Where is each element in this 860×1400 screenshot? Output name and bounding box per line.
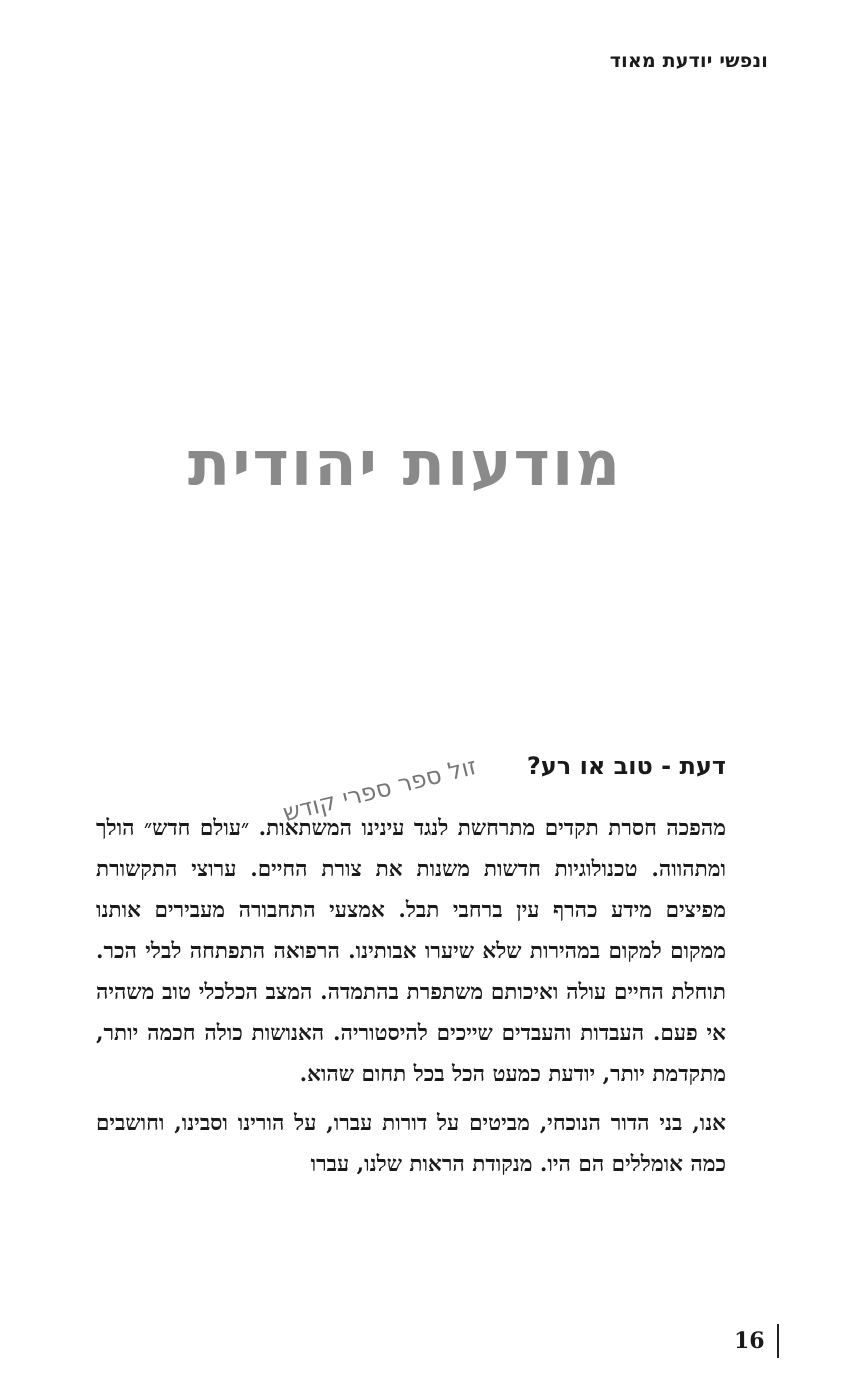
running-header: ונפשי יודעת מאוד	[609, 50, 768, 72]
page-folio	[734, 1324, 779, 1358]
body-section	[96, 752, 726, 1193]
store-watermark: זול ספר ספרי קודש	[280, 751, 480, 828]
paragraph: מהפכה חסרת תקדים מתרחשת לנגד עינינו המשתאות. ״עולם חדש״ הולך ומתהווה. טכנולוגיות חדשות משנות את צורת החיים. ערוצי התקשורת מפיצים מידע כהרף עין ברחבי תבל. אמצעי התחבורה מעבירים אותנו ממקום למקום במהירות שלא שיערו אבותינו. הרפואה התפתחה לבלי הכר. תוחלת החיים עולה ואיכותם משתפרת בהתמדה. המצב הכלכלי טוב משהיה אי פעם. העבדות והעבדים שייכים להיסטוריה. האנושות כולה חכמה יותר, מתקדמת יותר, יודעת כמעט הכל בכל תחום שהוא.	[96, 816, 726, 1087]
chapter-title: מודעות יהודית	[187, 426, 623, 500]
page-number: 16	[734, 1328, 765, 1354]
folio-divider	[777, 1324, 779, 1358]
paragraph: אנו, בני הדור הנוכחי, מביטים על דורות עברו, על הורינו וסבינו, וחושבים כמה אומללים הם היו. מנקודת הראות שלנו, עברו	[96, 1111, 726, 1177]
section-heading: דעת - טוב או רע?	[526, 752, 726, 780]
